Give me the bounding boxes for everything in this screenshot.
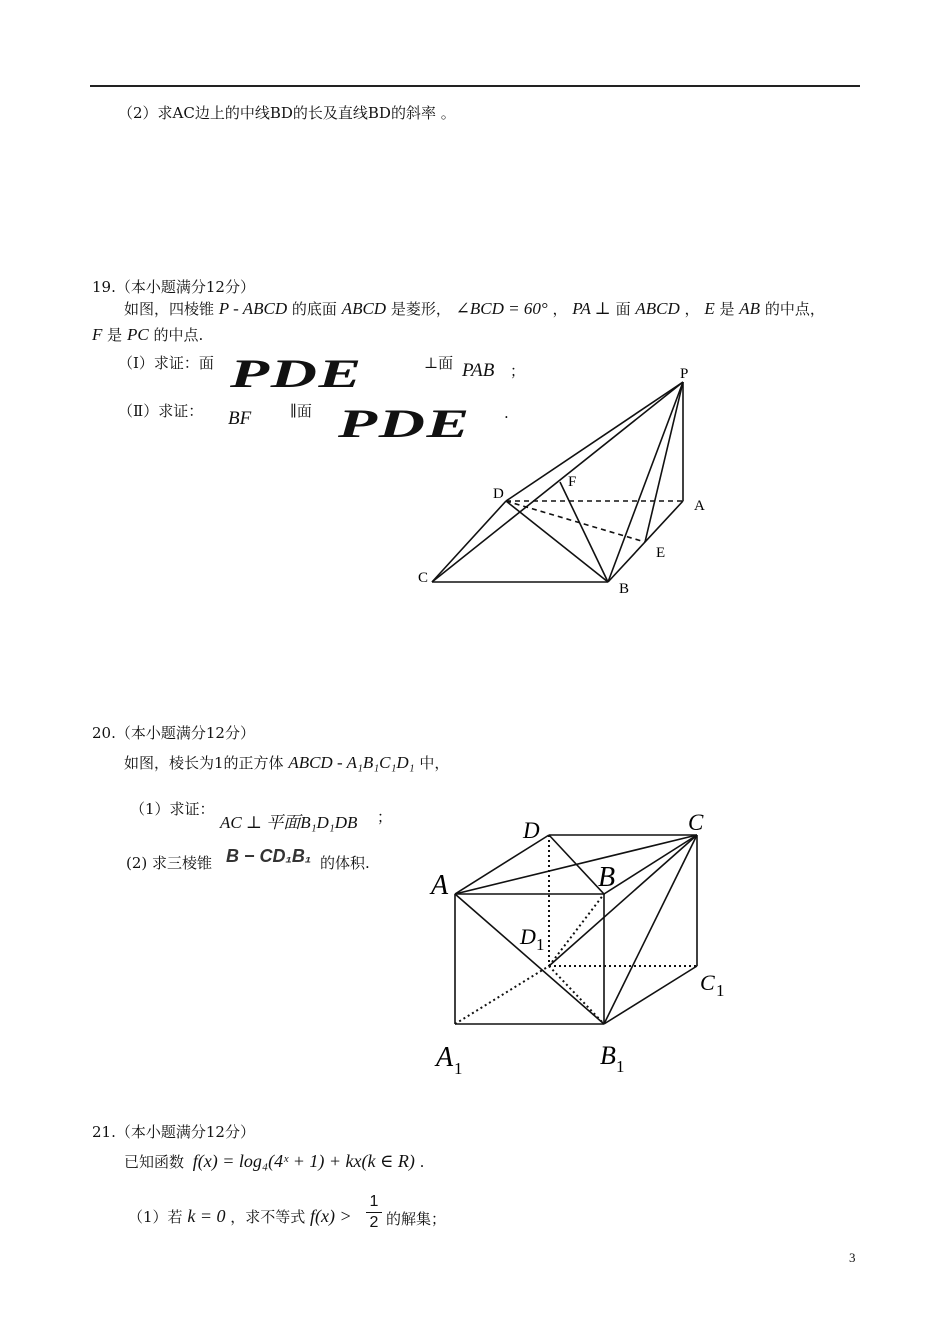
q20-header: 20.（本小题满分12分）: [92, 724, 255, 742]
label-P: P: [680, 366, 689, 382]
math: F: [92, 325, 103, 344]
q20-part1-prefix: （1）求证：: [130, 800, 215, 818]
q19-stem-line2: [92, 324, 203, 345]
text: 已知函数: [124, 1153, 185, 1171]
q19-part2-end: .: [504, 404, 509, 422]
q18-part2: （2）求AC边上的中线BD的长及直线BD的斜率 。: [118, 104, 456, 122]
q21-header: 21.（本小题满分12分）: [92, 1123, 255, 1141]
label-C1-sub: 1: [716, 981, 725, 1000]
text: 中，: [419, 754, 450, 772]
pyramid-figure: [400, 360, 730, 610]
label-C: C: [688, 810, 704, 835]
label-A: A: [694, 498, 705, 514]
label-C: C: [418, 570, 429, 586]
q19-part2-line: BF: [228, 408, 252, 429]
edge-FB: [560, 482, 608, 582]
text: （1）若: [128, 1208, 183, 1226]
math: PC: [126, 325, 149, 344]
fraction-numerator: 1: [369, 1193, 379, 1210]
q21-stem: [124, 1151, 424, 1172]
q20-part1-expr: AC ⊥ 平面B₁D₁DB: [220, 813, 358, 832]
math: ABCD: [635, 299, 680, 318]
q20-part1-end: ；: [377, 808, 393, 826]
text: 是菱形，: [390, 300, 451, 318]
label-B: B: [619, 581, 630, 597]
diag-AB1: [455, 894, 604, 1024]
math: P - ABCD: [218, 299, 288, 318]
q21-fraction: [366, 1192, 382, 1233]
label-D: D: [493, 486, 504, 502]
math: PA ⊥: [572, 299, 611, 318]
q19-part1-end: ；: [510, 362, 526, 380]
q19-part2-prefix: （Ⅱ）求证：: [118, 402, 204, 420]
edge-A1D1: [455, 966, 549, 1024]
label-B1: B: [600, 1041, 616, 1070]
q20-stem: [124, 752, 449, 773]
label-D1: D: [520, 924, 536, 949]
header-rule: [90, 85, 860, 87]
text: ，: [684, 300, 700, 318]
cube-figure: [420, 800, 740, 1090]
edge-AD: [455, 835, 549, 894]
edge-DB: [506, 501, 608, 582]
q19-part1-big: PDE: [230, 351, 363, 396]
label-A1: A: [436, 1042, 454, 1073]
q20-part2-expr: B − CD₁B₁: [226, 846, 312, 866]
diag-DB: [549, 835, 604, 894]
text: 是: [719, 300, 735, 318]
edge-D1B1: [549, 966, 604, 1024]
text: 的中点.: [153, 326, 204, 344]
q19-part1-prefix: （Ⅰ）求证：面: [118, 354, 214, 372]
text: 是: [107, 326, 123, 344]
fraction-denominator: 2: [369, 1214, 379, 1231]
q19-part2-par: ∥面: [290, 402, 312, 420]
math: E: [704, 299, 715, 318]
math: k = 0: [187, 1206, 226, 1226]
q19-part1-plane: PAB: [462, 360, 495, 381]
math: ABCD - A₁B₁C₁D₁: [288, 753, 415, 772]
text: ，求不等式: [230, 1208, 306, 1226]
text: .: [419, 1153, 425, 1171]
text: 如图，棱长为1的正方体: [124, 754, 284, 772]
label-B: B: [598, 862, 616, 893]
math: ∠BCD = 60°: [455, 299, 548, 318]
edge-PE: [645, 382, 683, 542]
edge-D1B: [549, 894, 604, 966]
label-A1-sub: 1: [454, 1059, 463, 1078]
q19-part2-big: PDE: [338, 401, 471, 446]
math: ABCD: [341, 299, 387, 318]
math: AB: [739, 299, 761, 318]
q19-header: 19.（本小题满分12分）: [92, 278, 255, 296]
edge-BA: [608, 501, 683, 582]
text: 的中点，: [764, 300, 825, 318]
q19-part1-perp: ⊥面: [424, 354, 454, 372]
text: ，: [552, 300, 568, 318]
edge-DE: [506, 501, 645, 542]
edge-D1C: [549, 835, 697, 966]
label-C1: C: [700, 970, 715, 995]
q20-part2-prefix: (2) 求三棱锥: [126, 854, 213, 872]
q21-part1-end: 的解集；: [386, 1210, 447, 1228]
text: 如图，四棱锥: [124, 300, 215, 318]
q20-part2-end: 的体积.: [320, 854, 370, 872]
label-D1-sub: 1: [536, 935, 545, 954]
q19-stem-line1: [124, 298, 825, 319]
page-number: 3: [849, 1250, 856, 1265]
label-D: D: [523, 818, 540, 843]
edge-CD: [432, 501, 506, 582]
text: 的底面: [291, 300, 337, 318]
label-E: E: [656, 545, 666, 561]
label-B1-sub: 1: [616, 1057, 625, 1076]
q21-part1: [128, 1206, 352, 1227]
math: f(x) = log₄(4ˣ + 1) + kx(k ∈ R): [192, 1151, 415, 1171]
label-A: A: [431, 870, 449, 901]
text: 面: [615, 300, 631, 318]
math: f(x) >: [310, 1206, 352, 1226]
label-F: F: [568, 474, 577, 490]
edge-PD: [506, 382, 683, 501]
